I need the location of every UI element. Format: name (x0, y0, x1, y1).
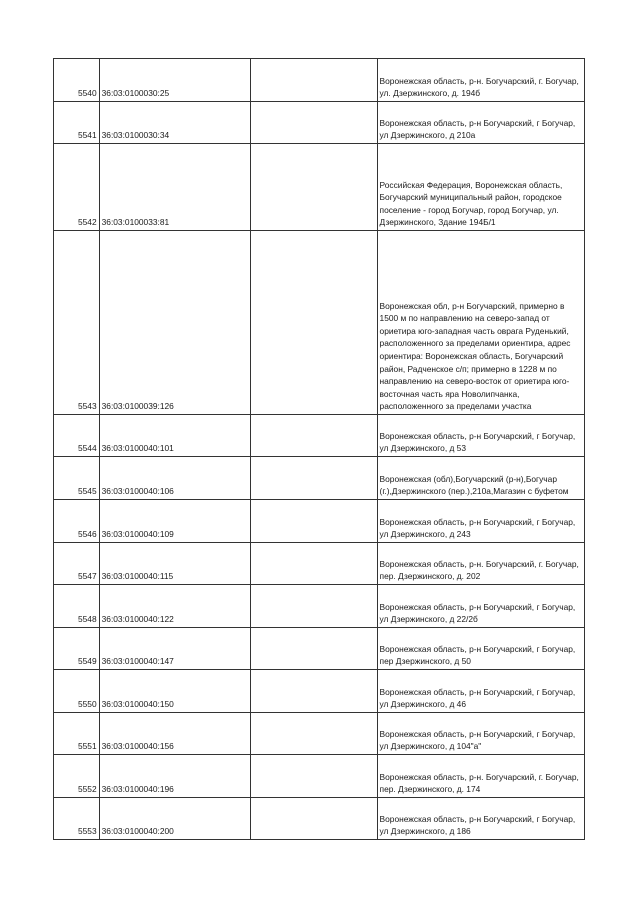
cadastral-number: 36:03:0100040:122 (99, 585, 250, 628)
empty-cell (251, 713, 378, 755)
address: Воронежская обл, р-н Богучарский, примерно в 1500 м по направлению на северо-запад от ориетира юго-западная часть оврага Руденький, расположенного за пределами ориентира, адрес ориентира: Воронежская область, Богучарский район, Радченское с/п; примерно в 1228 м по направлению на северо-восток от ориетира юго-восточная часть яра Новолипчанка, расположенного за пределами участка (377, 231, 584, 415)
row-number: 5540 (54, 59, 100, 102)
table-row (54, 713, 585, 755)
cadastral-number: 36:03:0100040:196 (99, 755, 250, 798)
empty-cell (251, 231, 378, 415)
address: Воронежская область, р-н Богучарский, г Богучар, пер Дзержинского, д 50 (377, 628, 584, 670)
empty-cell (251, 59, 378, 102)
address: Воронежская область, р-н. Богучарский, г. Богучар, пер. Дзержинского, д. 174 (377, 755, 584, 798)
row-number: 5543 (54, 231, 100, 415)
cadastral-number: 36:03:0100040:200 (99, 798, 250, 840)
cadastral-number: 36:03:0100040:101 (99, 415, 250, 457)
address: Воронежская область, р-н. Богучарский, г. Богучар, ул. Дзержинского, д. 194б (377, 59, 584, 102)
cadastral-number: 36:03:0100039:126 (99, 231, 250, 415)
empty-cell (251, 415, 378, 457)
table-row (54, 59, 585, 102)
address: Российская Федерация, Воронежская область, Богучарский муниципальный район, городское поселение - город Богучар, город Богучар, ул. Дзержинского, Здание 194Б/1 (377, 144, 584, 231)
cadastral-number: 36:03:0100040:106 (99, 457, 250, 500)
row-number: 5541 (54, 102, 100, 144)
table-row (54, 102, 585, 144)
table-row (54, 585, 585, 628)
table-row (54, 670, 585, 713)
row-number: 5542 (54, 144, 100, 231)
cadastral-number: 36:03:0100040:147 (99, 628, 250, 670)
address: Воронежская область, р-н Богучарский, г Богучар, ул Дзержинского, д 22/2б (377, 585, 584, 628)
row-number: 5550 (54, 670, 100, 713)
row-number: 5547 (54, 543, 100, 585)
table-row (54, 231, 585, 415)
empty-cell (251, 628, 378, 670)
address: Воронежская область, р-н Богучарский, г Богучар, ул Дзержинского, д 243 (377, 500, 584, 543)
row-number: 5551 (54, 713, 100, 755)
address: Воронежская область, р-н Богучарский, г Богучар, ул Дзержинского, д 46 (377, 670, 584, 713)
address: Воронежская область, р-н Богучарский, г Богучар, ул Дзержинского, д 186 (377, 798, 584, 840)
table-row (54, 543, 585, 585)
row-number: 5548 (54, 585, 100, 628)
table-row (54, 415, 585, 457)
address: Воронежская область, р-н Богучарский, г Богучар, ул Дзержинского, д 104"а" (377, 713, 584, 755)
row-number: 5549 (54, 628, 100, 670)
cadastral-number: 36:03:0100030:34 (99, 102, 250, 144)
row-number: 5553 (54, 798, 100, 840)
table-row (54, 144, 585, 231)
cadastral-number: 36:03:0100040:109 (99, 500, 250, 543)
cadastral-number: 36:03:0100033:81 (99, 144, 250, 231)
empty-cell (251, 798, 378, 840)
address: Воронежская область, р-н Богучарский, г Богучар, ул Дзержинского, д 210а (377, 102, 584, 144)
address: Воронежская область, р-н Богучарский, г Богучар, ул Дзержинского, д 53 (377, 415, 584, 457)
empty-cell (251, 102, 378, 144)
address: Воронежская область, р-н. Богучарский, г. Богучар, пер. Дзержинского, д. 202 (377, 543, 584, 585)
table-row (54, 798, 585, 840)
table-row (54, 500, 585, 543)
empty-cell (251, 144, 378, 231)
cadastral-number: 36:03:0100040:115 (99, 543, 250, 585)
registry-rows (54, 59, 585, 840)
table-row (54, 628, 585, 670)
empty-cell (251, 457, 378, 500)
empty-cell (251, 543, 378, 585)
registry-table (53, 58, 585, 840)
address: Воронежская (обл),Богучарский (р-н),Богучар (г.),Дзержинского (пер.),210а,Магазин с буфетом (377, 457, 584, 500)
row-number: 5544 (54, 415, 100, 457)
cadastral-number: 36:03:0100030:25 (99, 59, 250, 102)
empty-cell (251, 670, 378, 713)
row-number: 5546 (54, 500, 100, 543)
cadastral-number: 36:03:0100040:156 (99, 713, 250, 755)
empty-cell (251, 755, 378, 798)
row-number: 5545 (54, 457, 100, 500)
cadastral-number: 36:03:0100040:150 (99, 670, 250, 713)
empty-cell (251, 585, 378, 628)
row-number: 5552 (54, 755, 100, 798)
table-row (54, 457, 585, 500)
empty-cell (251, 500, 378, 543)
table-row (54, 755, 585, 798)
